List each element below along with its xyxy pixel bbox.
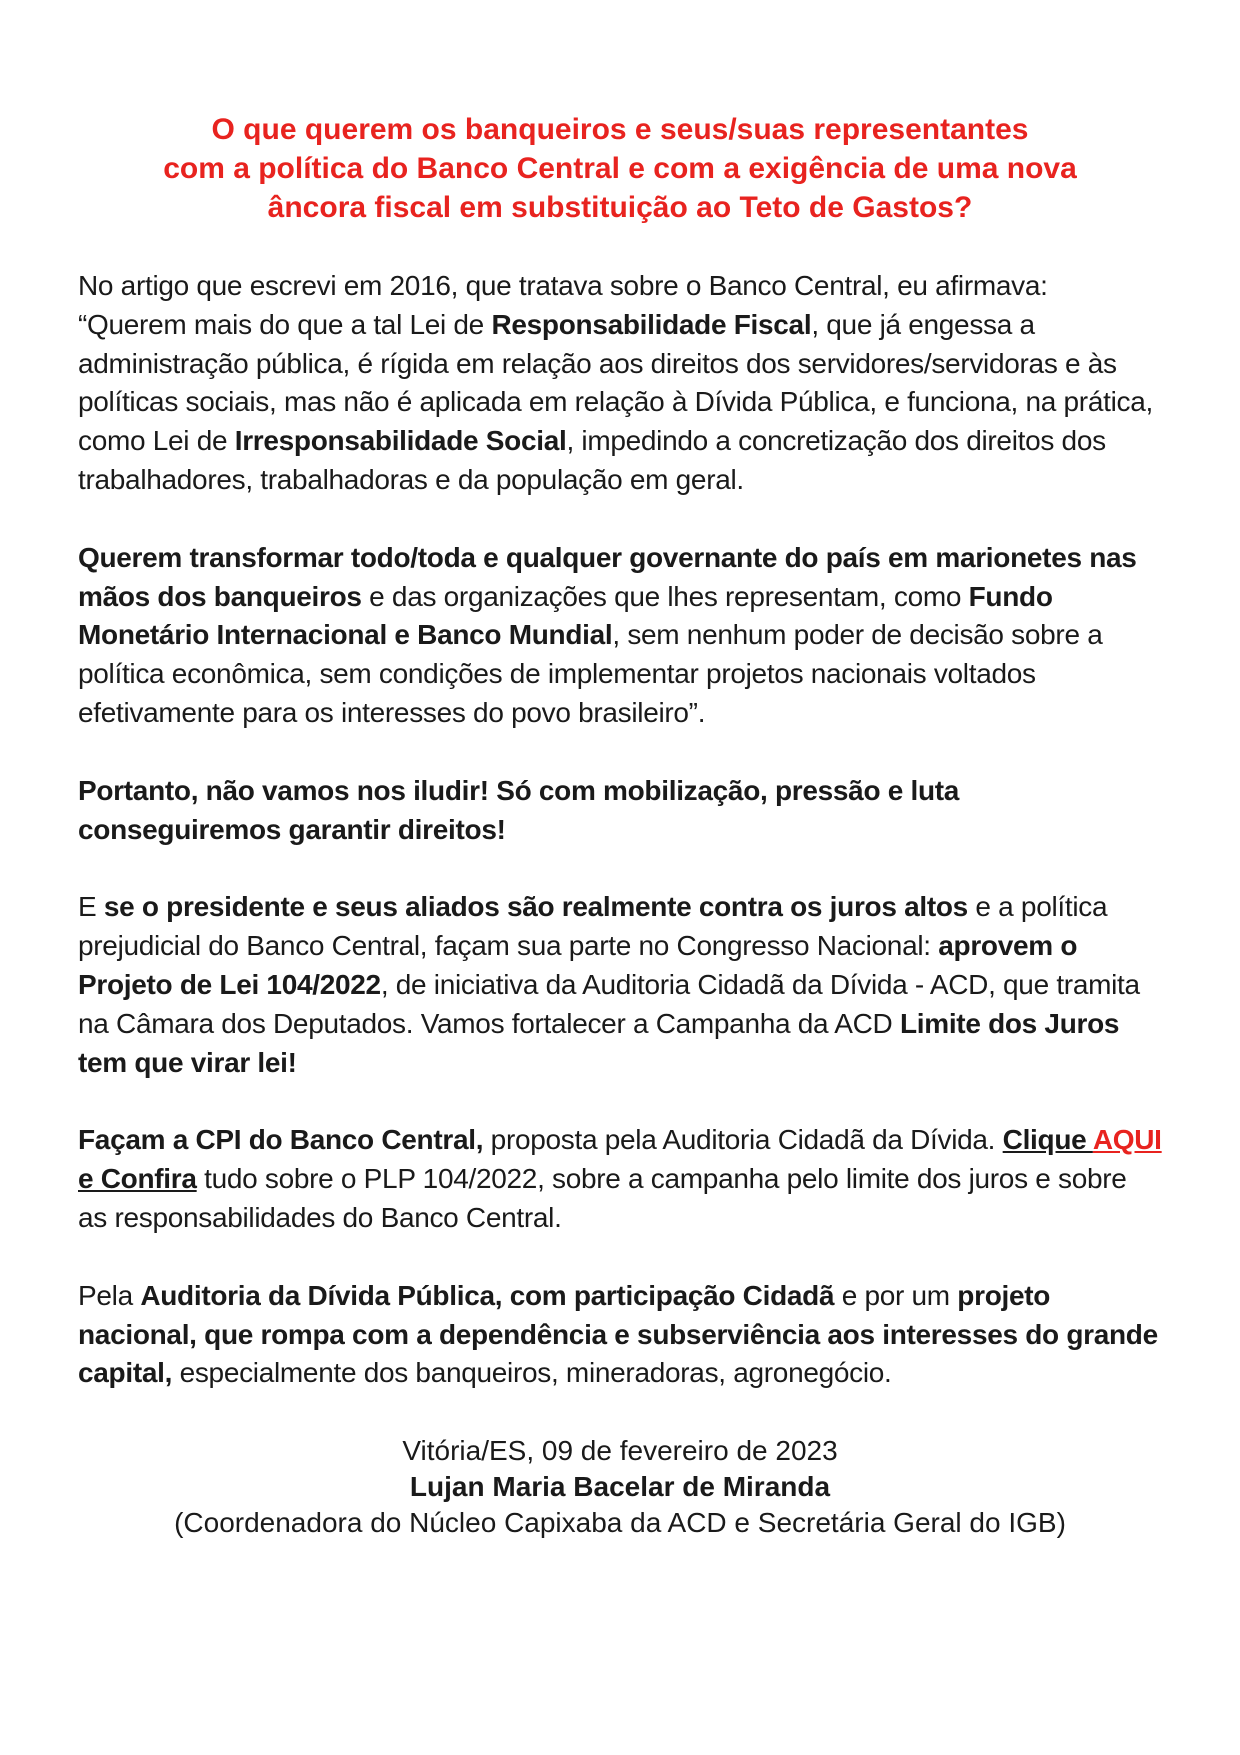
signature-block xyxy=(78,1433,1162,1541)
p6-bold-2: projeto nacional, que rompa com a dependência e subserviência aos interesses do grande capital, xyxy=(78,1279,1158,1389)
p1-bold-1: Responsabilidade Fiscal xyxy=(491,308,812,340)
p5-text-2: tudo sobre o PLP 104/2022, sobre a campanha pelo limite dos juros e sobre as responsabilidades do Banco Central. xyxy=(78,1163,1127,1233)
title-line-1: O que querem os banqueiros e seus/suas representantes xyxy=(211,113,1029,146)
p6-bold-1: Auditoria da Dívida Pública, com participação Cidadã xyxy=(140,1279,835,1311)
paragraph-1 xyxy=(78,267,1162,500)
p4-bold-3: Limite dos Juros tem que virar lei! xyxy=(78,1007,1120,1078)
p4-text-2: e a política prejudicial do Banco Central, façam sua parte no Congresso Nacional: xyxy=(78,891,1108,962)
p6-text-3: especialmente dos banqueiros, mineradoras, agronegócio. xyxy=(172,1357,892,1389)
click-here-link-part-1[interactable]: Clique xyxy=(1002,1124,1093,1156)
paragraph-6 xyxy=(78,1277,1162,1393)
paragraph-3 xyxy=(78,772,1162,850)
p2-text-2: , sem nenhum poder de decisão sobre a política econômica, sem condições de implementar projetos nacionais voltados efetivamente para os interesses do povo brasileiro”. xyxy=(78,619,1103,728)
title-line-2: com a política do Banco Central e com a exigência de uma nova xyxy=(163,152,1077,185)
p3-bold-1: Portanto, não vamos nos iludir! Só com mobilização, pressão e luta conseguiremos garantir direitos! xyxy=(78,774,960,845)
author-role: (Coordenadora do Núcleo Capixaba da ACD e Secretária Geral do IGB) xyxy=(174,1507,1066,1539)
p6-text-1: Pela xyxy=(78,1279,141,1311)
p1-bold-2: Irresponsabilidade Social xyxy=(234,425,567,457)
p4-bold-1: se o presidente e seus aliados são realmente contra os juros altos xyxy=(103,891,968,923)
paragraph-4 xyxy=(78,888,1162,1082)
p4-text-1: E xyxy=(78,891,104,923)
author-name: Lujan Maria Bacelar de Miranda xyxy=(409,1471,831,1503)
p2-bold-2: Fundo Monetário Internacional e Banco Mundial xyxy=(78,580,1053,651)
p1-text-1: No artigo que escrevi em 2016, que tratava sobre o Banco Central, eu afirmava: “Querem mais do que a tal Lei de xyxy=(78,270,1048,340)
p5-bold-1: Façam a CPI do Banco Central, xyxy=(78,1124,484,1156)
title-line-3: âncora fiscal em substituição ao Teto de Gastos? xyxy=(267,191,973,224)
paragraph-5 xyxy=(78,1121,1162,1237)
page-title xyxy=(78,110,1162,227)
p1-text-3: , impedindo a concretização dos direitos dos trabalhadores, trabalhadoras e da população em geral. xyxy=(78,425,1106,495)
p6-text-2: e por um xyxy=(834,1279,958,1311)
p4-text-3: , de iniciativa da Auditoria Cidadã da Dívida - ACD, que tramita na Câmara dos Deputados. Vamos fortalecer a Campanha da ACD xyxy=(78,968,1140,1039)
p5-text-1: proposta pela Auditoria Cidadã da Dívida. xyxy=(483,1124,1003,1156)
place-date: Vitória/ES, 09 de fevereiro de 2023 xyxy=(402,1435,838,1467)
p2-bold-1: Querem transformar todo/toda e qualquer governante do país em marionetes nas mãos dos banqueiros xyxy=(78,541,1137,612)
p1-text-2: , que já engessa a administração pública, é rígida em relação aos direitos dos servidores/servidoras e às políticas sociais, mas não é aplicada em relação à Dívida Pública, e funciona, na prática, como Lei de xyxy=(78,308,1153,457)
p2-text-1: e das organizações que lhes representam, como xyxy=(361,580,969,612)
aqui-link[interactable]: AQUI xyxy=(1092,1124,1162,1156)
p4-bold-2: aprovem o Projeto de Lei 104/2022 xyxy=(78,930,1078,1000)
confira-link[interactable]: e Confira xyxy=(78,1163,197,1195)
paragraph-2 xyxy=(78,539,1162,733)
